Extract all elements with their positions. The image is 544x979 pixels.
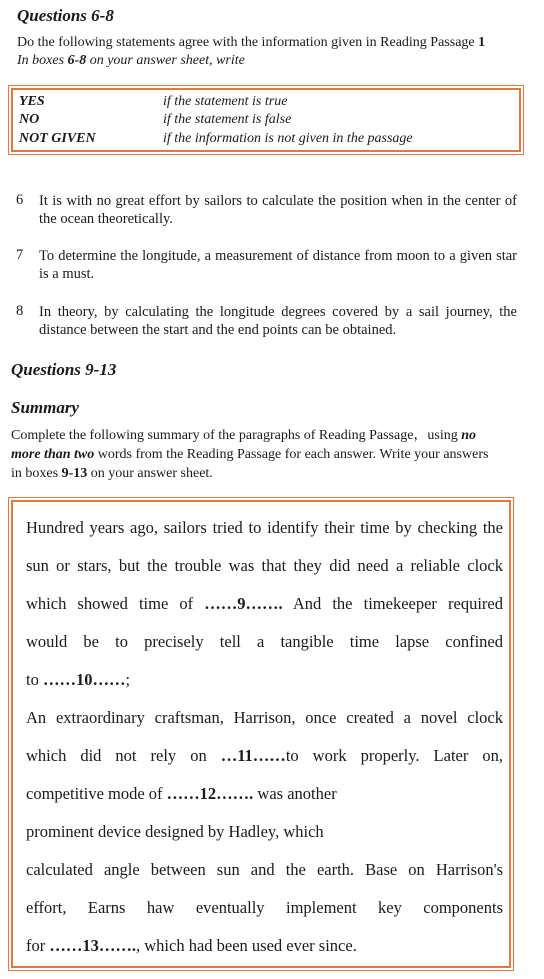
- instruction-text: words from the Reading Passage for each answer. Write your answers: [94, 447, 489, 462]
- answer-gap-11: …11……: [220, 746, 286, 765]
- legend-key-not-given: NOT GIVEN: [19, 131, 96, 146]
- answer-gap-10: ……10……: [42, 670, 126, 689]
- answer-gap-13: ……13…….: [49, 936, 136, 955]
- answer-gap-12: ……12…….: [166, 784, 254, 803]
- summary-text: And the timekeeper required: [282, 594, 503, 613]
- instruction-line-1: [17, 33, 485, 52]
- question-text-7: To determine the longitude, a measurement of distance from moon to a given star is a must.: [39, 248, 517, 282]
- question-text-6: It is with no great effort by sailors to calculate the position when in the center of the ocean theoretically.: [39, 193, 517, 227]
- summary-text: which did not rely on: [26, 746, 221, 765]
- box-range: 9-13: [61, 466, 88, 481]
- instruction-text: on your answer sheet, write: [86, 53, 245, 68]
- summary-line-2: sun or stars, but the trouble was that they did need a reliable clock: [26, 556, 503, 575]
- instruction-text: on your answer sheet.: [87, 466, 213, 481]
- legend-key-no: NO: [19, 112, 40, 127]
- summary-text: to: [26, 670, 43, 689]
- summary-line-10: calculated angle between sun and the earth. Base on Harrison's: [26, 860, 503, 879]
- summary-instruction-line-1: [11, 426, 517, 445]
- summary-line-3: [26, 594, 503, 614]
- answer-gap-9: ……9…….: [204, 594, 283, 613]
- passage-number: 1: [478, 35, 486, 50]
- question-number-7: 7: [16, 247, 24, 263]
- summary-line-5: [26, 670, 503, 690]
- summary-line-4: would be to precisely tell a tangible time lapse confined: [26, 632, 503, 651]
- summary-heading: Summary: [11, 398, 80, 417]
- summary-line-7: [26, 746, 503, 766]
- word-limit: no: [461, 428, 477, 443]
- legend-def-not-given: if the information is not given in the passage: [163, 131, 413, 146]
- summary-text: , which had been used ever since.: [136, 936, 357, 955]
- summary-text: which showed time of: [26, 594, 205, 613]
- summary-text: was another: [253, 784, 337, 803]
- instruction-text: Do the following statements agree with the information given in Reading Passage: [17, 35, 479, 50]
- section-heading-9-13: Questions 9-13: [11, 360, 117, 379]
- legend-def-yes: if the statement is true: [163, 94, 288, 109]
- answer-key-box: [11, 88, 521, 152]
- section-heading-6-8: Questions 6-8: [17, 6, 114, 25]
- instruction-text: In boxes: [17, 53, 68, 68]
- question-number-8: 8: [16, 303, 24, 319]
- word-limit: more than two: [11, 447, 95, 462]
- summary-text: competitive mode of: [26, 784, 167, 803]
- summary-text: for: [26, 936, 50, 955]
- summary-text: ;: [125, 670, 131, 689]
- instruction-text: Complete the following summary of the paragraphs of Reading Passage，using: [11, 428, 462, 443]
- legend-def-no: if the statement is false: [163, 112, 292, 127]
- question-text-8: In theory, by calculating the longitude degrees covered by a sail journey, the distance between the start and the end points can be obtained.: [39, 304, 517, 338]
- instruction-line-2: [17, 51, 245, 70]
- summary-box: [11, 500, 511, 968]
- summary-line-6: An extraordinary craftsman, Harrison, once created a novel clock: [26, 708, 503, 727]
- instruction-text: in boxes: [11, 466, 62, 481]
- question-number-6: 6: [16, 192, 24, 208]
- summary-instruction-line-2: [11, 445, 488, 464]
- box-range: 6-8: [67, 53, 87, 68]
- summary-line-12: [26, 936, 503, 956]
- summary-text: to work properly. Later on,: [285, 746, 503, 765]
- summary-line-11: effort, Earns haw eventually implement key components: [26, 898, 503, 917]
- summary-line-9: prominent device designed by Hadley, which: [26, 822, 324, 841]
- summary-instruction-line-3: [11, 464, 213, 483]
- summary-line-8: [26, 784, 503, 804]
- summary-line-1: Hundred years ago, sailors tried to identify their time by checking the: [26, 518, 503, 537]
- legend-key-yes: YES: [19, 94, 45, 109]
